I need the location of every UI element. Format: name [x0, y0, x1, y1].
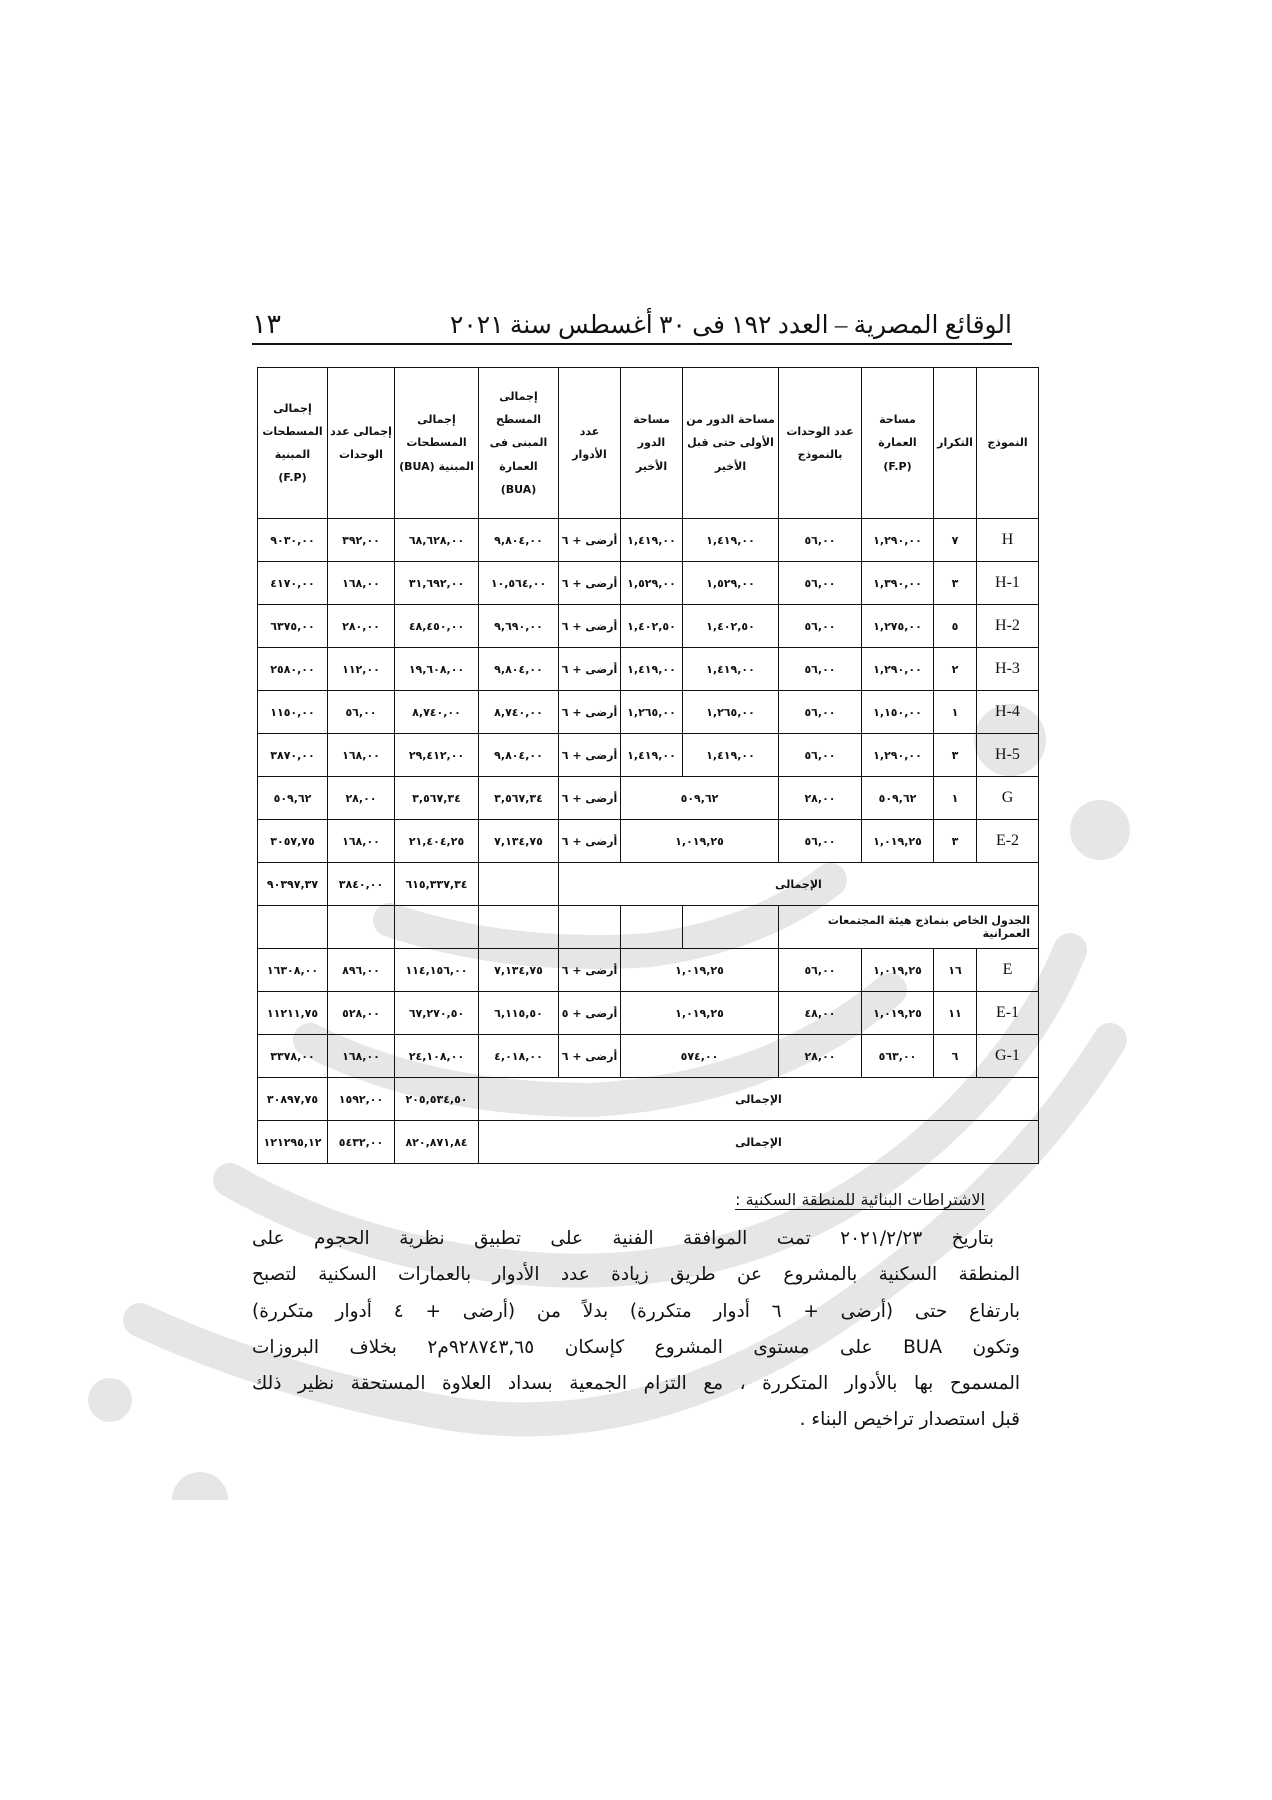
note-line: قبل استصدار تراخيص البناء .: [799, 1409, 1020, 1431]
table-cell: ١١: [934, 992, 977, 1035]
table-row: [258, 992, 1039, 1035]
empty-cell: [479, 906, 559, 949]
model-cell: E-1: [977, 992, 1039, 1035]
total-bua: ٢٠٥,٥٣٤,٥٠: [395, 1078, 479, 1121]
section-title: الجدول الخاص بنماذج هيئة المجتمعات العمرانية: [779, 906, 1039, 949]
col-header: عدد الأدوار: [559, 368, 621, 519]
empty-cell: [621, 906, 683, 949]
table-cell: ١,٤٠٢,٥٠: [683, 605, 779, 648]
page-header: [252, 290, 1012, 340]
table-cell: ٩,٦٩٠,٠٠: [479, 605, 559, 648]
model-cell: H-2: [977, 605, 1039, 648]
page-number: ١٣: [252, 309, 282, 339]
note-body: [252, 1221, 1020, 1439]
model-cell: H: [977, 519, 1039, 562]
note-line: وتكون BUA على مستوى المشروع كإسكان ٩٢٨٧٤٣,٦٥م٢ بخلاف البروزات: [252, 1336, 1020, 1358]
col-header: النموذج: [977, 368, 1039, 519]
header-title: الوقائع المصرية – العدد ١٩٢ فى ٣٠ أغسطس سنة ٢٠٢١: [449, 312, 1012, 339]
table-cell: ٣٨٧٠,٠٠: [258, 734, 328, 777]
total-bua: ٨٢٠,٨٧١,٨٤: [395, 1121, 479, 1164]
table-cell: ٨٩٦,٠٠: [328, 949, 395, 992]
table-cell: ٥٠٩,٦٢: [862, 777, 934, 820]
table-cell: أرضى + ٦: [559, 949, 621, 992]
table-cell: ١,٥٢٩,٠٠: [621, 562, 683, 605]
table-cell: ٥٦,٠٠: [779, 519, 862, 562]
table-cell: أرضى + ٦: [559, 777, 621, 820]
table-row: [258, 949, 1039, 992]
table-cell: ٧,١٣٤,٧٥: [479, 949, 559, 992]
table-cell: أرضى + ٦: [559, 648, 621, 691]
table-cell: ٣١,٦٩٢,٠٠: [395, 562, 479, 605]
total-units: ٥٤٣٢,٠٠: [328, 1121, 395, 1164]
col-header: إجمالى المسطح المبنى فى العمارة (BUA): [479, 368, 559, 519]
table-cell: ١٦٨,٠٠: [328, 820, 395, 863]
table-cell: ٢٨,٠٠: [779, 1035, 862, 1078]
model-cell: H-4: [977, 691, 1039, 734]
table-cell: ١٦٨,٠٠: [328, 734, 395, 777]
total-label: الإجمالى: [559, 863, 1039, 906]
table-cell: ١١٥٠,٠٠: [258, 691, 328, 734]
table-cell: ١,٢٩٠,٠٠: [862, 519, 934, 562]
table-cell: أرضى + ٦: [559, 820, 621, 863]
table-cell: ١,٤١٩,٠٠: [683, 734, 779, 777]
table-cell: أرضى + ٦: [559, 1035, 621, 1078]
total-units: ١٥٩٢,٠٠: [328, 1078, 395, 1121]
total-fp: ٣٠٨٩٧,٧٥: [258, 1078, 328, 1121]
table-cell: ٥٦,٠٠: [779, 949, 862, 992]
table-cell: ٦,١١٥,٥٠: [479, 992, 559, 1035]
table-cell: ٨,٧٤٠,٠٠: [479, 691, 559, 734]
table-cell: ٧,١٣٤,٧٥: [479, 820, 559, 863]
table-cell: ٤٨,٠٠: [779, 992, 862, 1035]
table-cell: ٥٦,٠٠: [779, 605, 862, 648]
table-cell: ٥٠٩,٦٢: [258, 777, 328, 820]
table-cell: ٢٨,٠٠: [328, 777, 395, 820]
header-rule: [252, 343, 1012, 345]
table-cell: ١,٢٦٥,٠٠: [683, 691, 779, 734]
table-cell: ٥٦,٠٠: [779, 820, 862, 863]
table-cell: ١: [934, 691, 977, 734]
table-cell: ١,٤١٩,٠٠: [621, 734, 683, 777]
table-cell: ١٦: [934, 949, 977, 992]
table-cell: ١,٠١٩,٢٥: [862, 992, 934, 1035]
total-units: ٣٨٤٠,٠٠: [328, 863, 395, 906]
table-cell: ٣: [934, 820, 977, 863]
table-cell: ٥٦,٠٠: [779, 691, 862, 734]
table-cell: ١,٣٩٠,٠٠: [862, 562, 934, 605]
model-cell: E-2: [977, 820, 1039, 863]
table-cell: ١,٤١٩,٠٠: [683, 519, 779, 562]
empty-cell: [258, 906, 328, 949]
table-cell: ٥٢٨,٠٠: [328, 992, 395, 1035]
col-header: مساحة العمارة (F.P): [862, 368, 934, 519]
table-cell: ٩٠٣٠,٠٠: [258, 519, 328, 562]
model-cell: H-1: [977, 562, 1039, 605]
total-fp: ١٢١٢٩٥,١٢: [258, 1121, 328, 1164]
col-header: مساحة الدور من الأولى حتى قبل الأخير: [683, 368, 779, 519]
table-cell: أرضى + ٦: [559, 519, 621, 562]
table-cell: ٣٠٥٧,٧٥: [258, 820, 328, 863]
table-cell: ١٩,٦٠٨,٠٠: [395, 648, 479, 691]
table-row: [258, 519, 1039, 562]
model-cell: G: [977, 777, 1039, 820]
table-cell: ٣: [934, 562, 977, 605]
table-cell: أرضى + ٦: [559, 605, 621, 648]
table-cell: أرضى + ٦: [559, 734, 621, 777]
col-header: إجمالى عدد الوحدات: [328, 368, 395, 519]
table-cell: ٦: [934, 1035, 977, 1078]
table-cell: ١,٤١٩,٠٠: [683, 648, 779, 691]
note-line: المسموح بها بالأدوار المتكررة ، مع التزام الجمعية بسداد العلاوة المستحقة نظير ذلك: [252, 1373, 1020, 1395]
units-table: [257, 367, 1039, 1164]
table-cell: أرضى + ٥: [559, 992, 621, 1035]
table-row: [258, 562, 1039, 605]
note-line: بتاريخ ٢٠٢١/٢/٢٣ تمت الموافقة الفنية على تطبيق نظرية الحجوم على: [252, 1228, 994, 1249]
table-cell: ٤٨,٤٥٠,٠٠: [395, 605, 479, 648]
table-cell: ٥٦٣,٠٠: [862, 1035, 934, 1078]
table-cell: ١,٠١٩,٢٥: [621, 992, 779, 1035]
table-cell: ٥٧٤,٠٠: [621, 1035, 779, 1078]
table-cell: ١,٢٩٠,٠٠: [862, 734, 934, 777]
table-header-row: [258, 368, 1039, 519]
table-row: [258, 648, 1039, 691]
table-cell: ١,٤٠٢,٥٠: [621, 605, 683, 648]
empty-cell: [683, 906, 779, 949]
table-cell: ١,٢٩٠,٠٠: [862, 648, 934, 691]
empty-cell: [479, 863, 559, 906]
table-cell: ٩,٨٠٤,٠٠: [479, 519, 559, 562]
table-cell: ٣٩٢,٠٠: [328, 519, 395, 562]
total-label: الإجمالى: [479, 1078, 1039, 1121]
table-row: [258, 605, 1039, 648]
table-cell: ١٦٣٠٨,٠٠: [258, 949, 328, 992]
table-cell: ١٦٨,٠٠: [328, 562, 395, 605]
table-cell: ٨,٧٤٠,٠٠: [395, 691, 479, 734]
table-cell: ٤,٠١٨,٠٠: [479, 1035, 559, 1078]
table-cell: ٥٠٩,٦٢: [621, 777, 779, 820]
table-cell: ٦٧,٢٧٠,٥٠: [395, 992, 479, 1035]
table-cell: ١١٢١١,٧٥: [258, 992, 328, 1035]
table-cell: ٥٦,٠٠: [779, 562, 862, 605]
section-row: [258, 906, 1039, 949]
table-cell: ٤١٧٠,٠٠: [258, 562, 328, 605]
table-cell: ٦٨,٦٢٨,٠٠: [395, 519, 479, 562]
table-cell: ١,٥٢٩,٠٠: [683, 562, 779, 605]
table-cell: ٥٦,٠٠: [779, 648, 862, 691]
table-cell: ٥٦,٠٠: [779, 734, 862, 777]
table-cell: ١,٠١٩,٢٥: [862, 820, 934, 863]
model-cell: G-1: [977, 1035, 1039, 1078]
empty-cell: [328, 906, 395, 949]
table-row: [258, 820, 1039, 863]
table-cell: ٧: [934, 519, 977, 562]
table-cell: ٢٤,١٠٨,٠٠: [395, 1035, 479, 1078]
table-cell: ١٠,٥٦٤,٠٠: [479, 562, 559, 605]
table-cell: ١,٢٧٥,٠٠: [862, 605, 934, 648]
table-cell: ٣: [934, 734, 977, 777]
total-fp: ٩٠٣٩٧,٣٧: [258, 863, 328, 906]
col-header: التكرار: [934, 368, 977, 519]
table-cell: ٢١,٤٠٤,٢٥: [395, 820, 479, 863]
table-cell: ١,٠١٩,٢٥: [621, 820, 779, 863]
note-title: الاشتراطات البنائية للمنطقة السكنية :: [735, 1190, 985, 1209]
col-header: إجمالى المسطحات المبنية (BUA): [395, 368, 479, 519]
table-cell: ١,٠١٩,٢٥: [621, 949, 779, 992]
col-header: إجمالى المسطحات المبنية (F.P): [258, 368, 328, 519]
total-row: [258, 1121, 1039, 1164]
table-cell: ٩,٨٠٤,٠٠: [479, 648, 559, 691]
table-cell: ٢٨,٠٠: [779, 777, 862, 820]
table-row: [258, 777, 1039, 820]
table-cell: أرضى + ٦: [559, 691, 621, 734]
empty-cell: [559, 906, 621, 949]
table-cell: ٣,٥٦٧,٣٤: [395, 777, 479, 820]
table-cell: ١,٢٦٥,٠٠: [621, 691, 683, 734]
table-cell: ١,٤١٩,٠٠: [621, 648, 683, 691]
table-cell: أرضى + ٦: [559, 562, 621, 605]
table-cell: ١,١٥٠,٠٠: [862, 691, 934, 734]
table-row: [258, 734, 1039, 777]
table-cell: ١: [934, 777, 977, 820]
table-cell: ٣,٥٦٧,٣٤: [479, 777, 559, 820]
table-cell: ٢٥٨٠,٠٠: [258, 648, 328, 691]
total-row: [258, 863, 1039, 906]
total-bua: ٦١٥,٣٣٧,٣٤: [395, 863, 479, 906]
model-cell: H-3: [977, 648, 1039, 691]
table-cell: ١٦٨,٠٠: [328, 1035, 395, 1078]
table-cell: ٢: [934, 648, 977, 691]
table-cell: ٥٦,٠٠: [328, 691, 395, 734]
table-cell: ١,٤١٩,٠٠: [621, 519, 683, 562]
table-cell: ٩,٨٠٤,٠٠: [479, 734, 559, 777]
model-cell: H-5: [977, 734, 1039, 777]
note-line: المنطقة السكنية بالمشروع عن طريق زيادة عدد الأدوار بالعمارات السكنية لتصبح: [252, 1264, 1020, 1286]
table-row: [258, 1035, 1039, 1078]
model-cell: E: [977, 949, 1039, 992]
note-line: بارتفاع حتى (أرضى + ٦ أدوار متكررة) بدلاً من (أرضى + ٤ أدوار متكررة): [252, 1300, 1020, 1322]
col-header: مساحة الدور الأخير: [621, 368, 683, 519]
table-cell: ١١٢,٠٠: [328, 648, 395, 691]
total-label: الإجمالى: [479, 1121, 1039, 1164]
table-cell: ٢٩,٤١٢,٠٠: [395, 734, 479, 777]
table-cell: ٥: [934, 605, 977, 648]
table-cell: ١١٤,١٥٦,٠٠: [395, 949, 479, 992]
table-cell: ١,٠١٩,٢٥: [862, 949, 934, 992]
total-row: [258, 1078, 1039, 1121]
table-row: [258, 691, 1039, 734]
col-header: عدد الوحدات بالنموذج: [779, 368, 862, 519]
table-cell: ٢٨٠,٠٠: [328, 605, 395, 648]
table-cell: ٣٣٧٨,٠٠: [258, 1035, 328, 1078]
table-cell: ٦٣٧٥,٠٠: [258, 605, 328, 648]
empty-cell: [395, 906, 479, 949]
